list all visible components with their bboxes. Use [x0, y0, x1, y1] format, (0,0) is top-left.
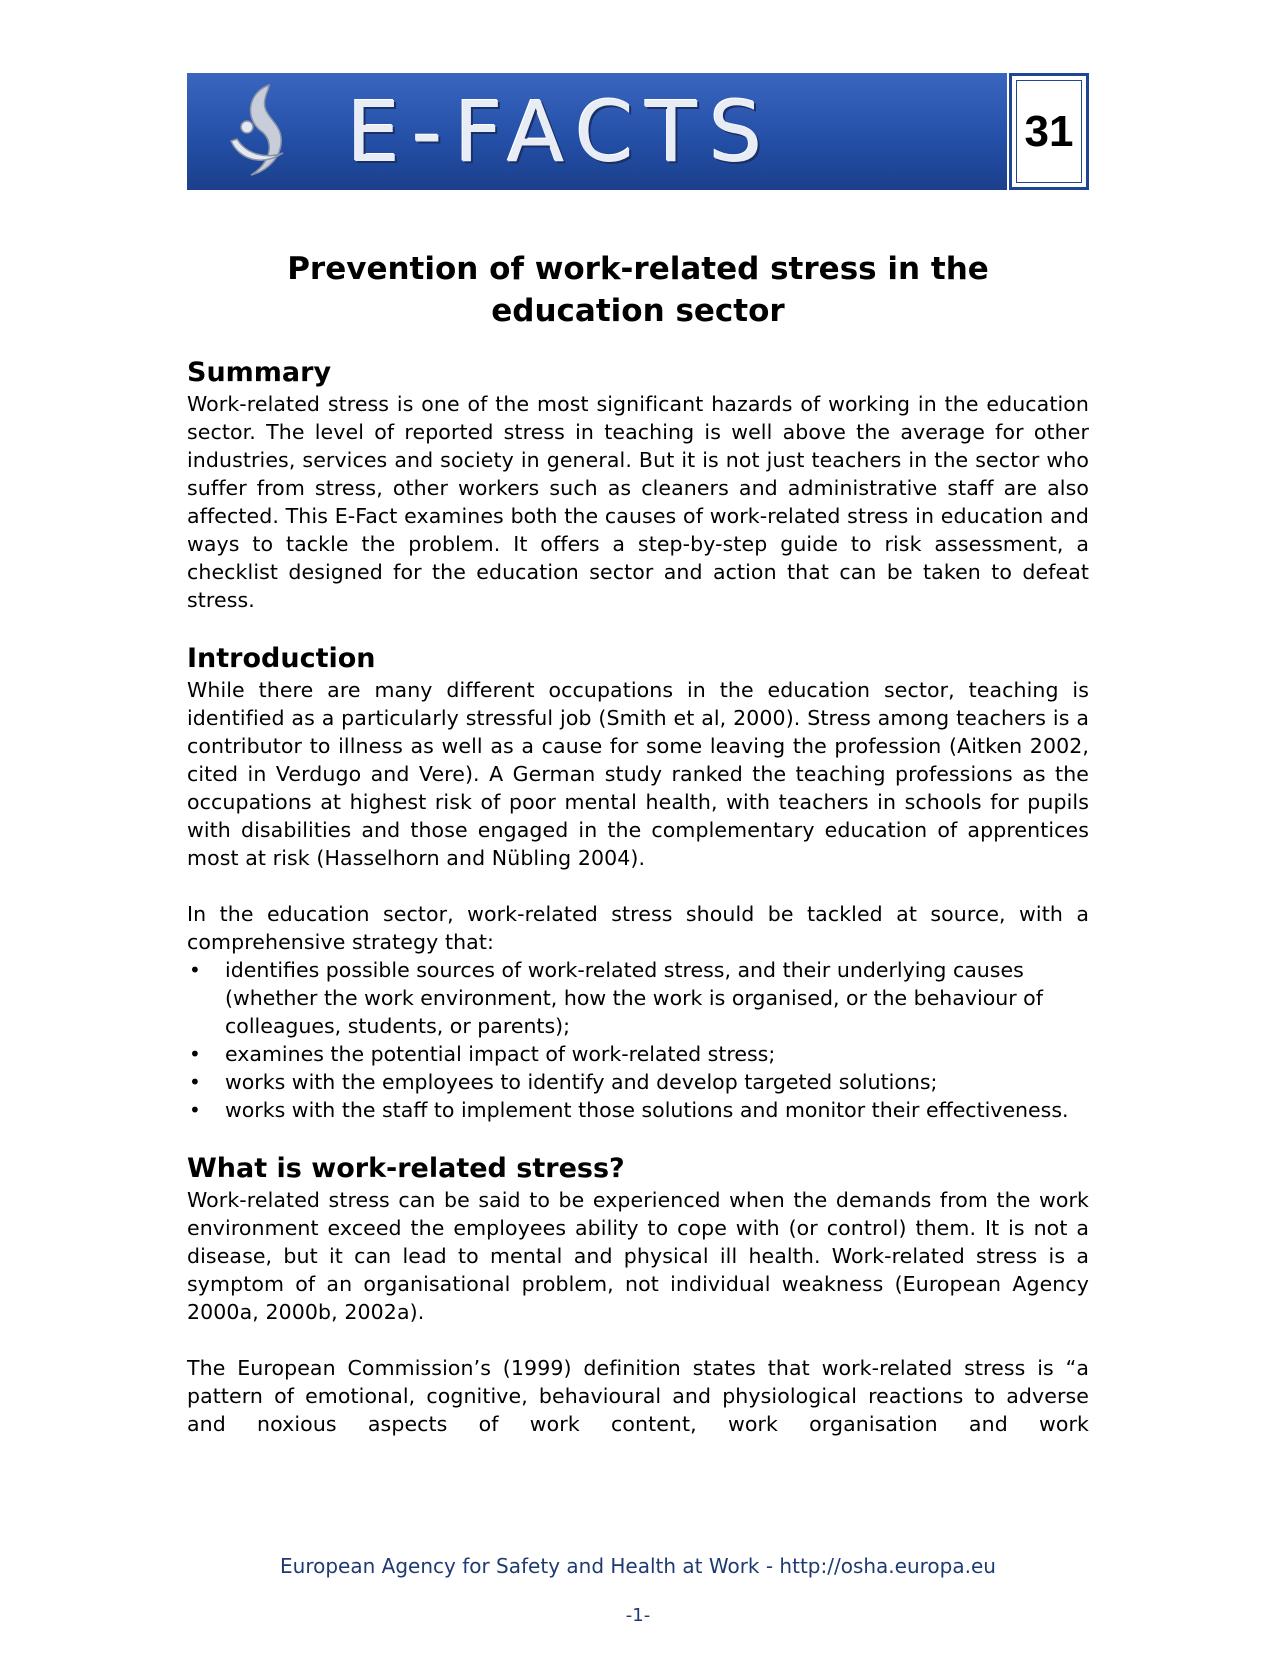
document-body	[187, 356, 1089, 1438]
list-item-text: identifies possible sources of work-related stress, and their underlying causes (whether the work environment, how the work is organised, or the behaviour of colleagues, students, or parents);	[225, 958, 1043, 1038]
what-is-stress-paragraph-1: Work-related stress can be said to be experienced when the demands from the work environment exceed the employees ability to cope with (or control) them. It is not a disease, but it can lead to mental and physical ill health. Work-related stress is a symptom of an organisational problem, not individual weakness (European Agency 2000a, 2000b, 2002a).	[187, 1188, 1089, 1324]
bullet-icon: •	[189, 1042, 201, 1066]
page-number: -1-	[625, 1605, 651, 1626]
what-is-stress-heading: What is work-related stress?	[187, 1153, 625, 1184]
bullet-icon: •	[189, 958, 201, 982]
summary-heading: Summary	[187, 357, 332, 388]
issue-number-badge	[1009, 73, 1089, 190]
document-title	[187, 248, 1089, 332]
osha-logo-icon	[217, 79, 307, 184]
introduction-paragraph-2: In the education sector, work-related stress should be tackled at source, with a comprehensive strategy that:	[187, 902, 1089, 954]
what-is-stress-paragraph-2: The European Commission’s (1999) definition states that work-related stress is “a pattern of emotional, cognitive, behavioural and physiological reactions to adverse and noxious aspects of work content, work organisation and work	[187, 1356, 1089, 1436]
list-item	[187, 956, 1089, 1040]
banner-background	[187, 73, 1007, 190]
summary-paragraph: Work-related stress is one of the most significant hazards of working in the education sector. The level of reported stress in teaching is well above the average for other industries, services and society in general. But it is not just teachers in the sector who suffer from stress, other workers such as cleaners and administrative staff are also affected. This E-Fact examines both the causes of work-related stress in education and ways to tackle the problem. It offers a step-by-step guide to risk assessment, a checklist designed for the education sector and action that can be taken to defeat stress.	[187, 392, 1089, 612]
efacts-banner	[187, 73, 1089, 190]
banner-title: E-FACTS	[347, 83, 775, 181]
list-item-text: works with the employees to identify and develop targeted solutions;	[225, 1070, 938, 1094]
strategy-list	[187, 956, 1089, 1124]
document-title-line2: education sector	[491, 293, 785, 329]
document-title-line1: Prevention of work-related stress in the	[287, 251, 989, 287]
list-item	[187, 1096, 1089, 1124]
list-item	[187, 1068, 1089, 1096]
footer-agency-link: European Agency for Safety and Health at Work - http://osha.europa.eu	[280, 1554, 996, 1578]
list-item-text: works with the staff to implement those solutions and monitor their effectiveness.	[225, 1098, 1069, 1122]
list-item	[187, 1040, 1089, 1068]
bullet-icon: •	[189, 1098, 201, 1122]
list-item-text: examines the potential impact of work-related stress;	[225, 1042, 776, 1066]
issue-number: 31	[1024, 106, 1074, 156]
bullet-icon: •	[189, 1070, 201, 1094]
introduction-heading: Introduction	[187, 643, 376, 674]
introduction-paragraph-1: While there are many different occupations in the education sector, teaching is identified as a particularly stressful job (Smith et al, 2000). Stress among teachers is a contributor to illness as well as a cause for some leaving the profession (Aitken 2002, cited in Verdugo and Vere). A German study ranked the teaching professions as the occupations at highest risk of poor mental health, with teachers in schools for pupils with disabilities and those engaged in the complementary education of apprentices most at risk (Hasselhorn and Nübling 2004).	[187, 678, 1089, 870]
